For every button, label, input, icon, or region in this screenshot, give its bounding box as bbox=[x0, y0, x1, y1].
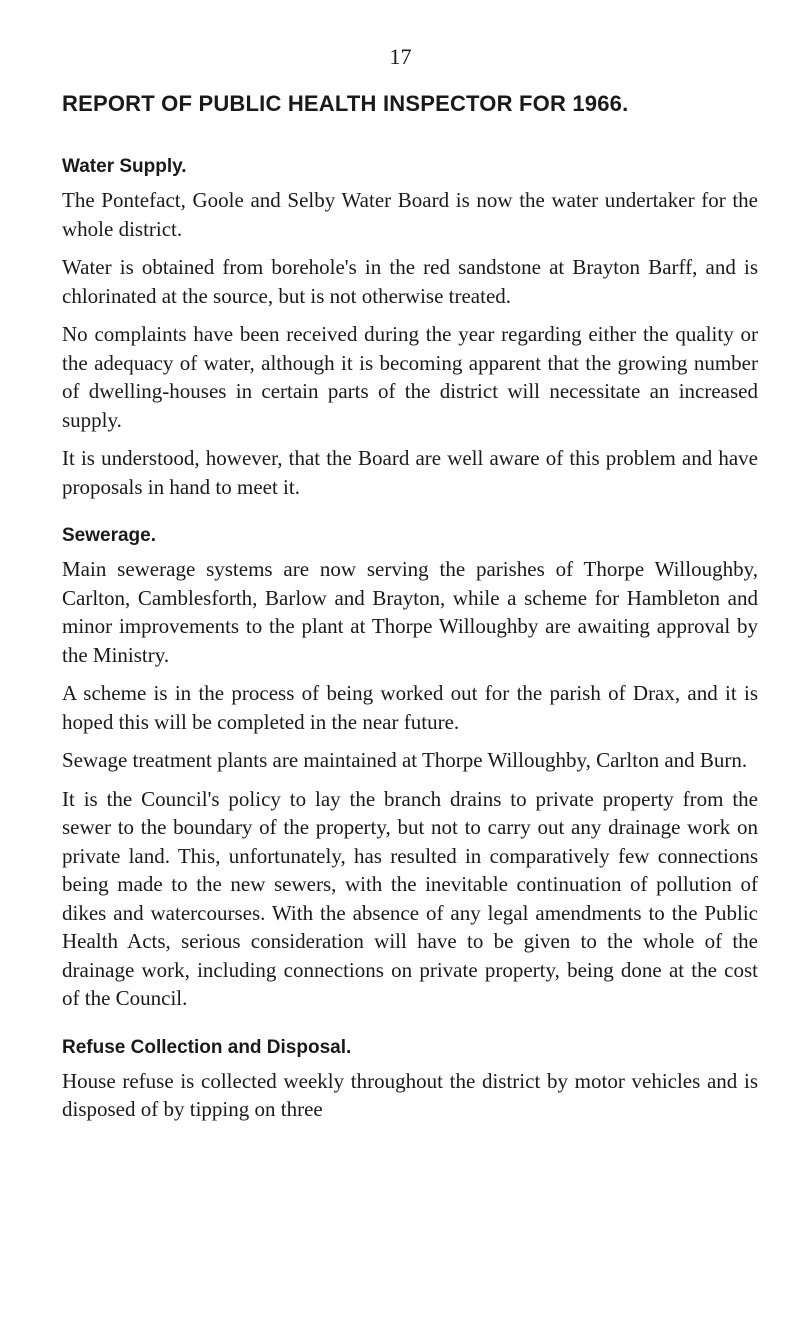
page-number: 17 bbox=[389, 44, 412, 69]
report-title: REPORT OF PUBLIC HEALTH INSPECTOR FOR 1966. bbox=[62, 91, 629, 116]
paragraph: The Pontefact, Goole and Selby Water Board is now the water undertaker for the whole district. bbox=[62, 188, 758, 241]
section-heading-refuse-collection: Refuse Collection and Disposal. bbox=[62, 1036, 352, 1058]
paragraph: It is understood, however, that the Board are well aware of this problem and have proposals in hand to meet it. bbox=[62, 446, 758, 499]
section-sewerage bbox=[62, 523, 758, 1013]
paragraph: A scheme is in the process of being worked out for the parish of Drax, and it is hoped this will be completed in the near future. bbox=[62, 681, 758, 734]
paragraph: House refuse is collected weekly throughout the district by motor vehicles and is disposed of by tipping on three bbox=[62, 1068, 758, 1121]
section-refuse-collection bbox=[62, 1035, 758, 1124]
paragraph: Water is obtained from borehole's in the red sandstone at Brayton Barff, and is chlorinated at the source, but is not otherwise treated. bbox=[62, 255, 758, 308]
section-heading-sewerage: Sewerage. bbox=[62, 525, 156, 546]
report-body bbox=[62, 154, 758, 1124]
section-water-supply bbox=[62, 154, 758, 501]
paragraph: Sewage treatment plants are maintained at Thorpe Willoughby, Carlton and Burn. bbox=[62, 748, 748, 772]
paragraph: No complaints have been received during the year regarding either the quality or the adequacy of water, although it is becoming apparent that the growing number of dwelling-houses in certain parts of the district will necessitate an increased supply. bbox=[62, 322, 758, 432]
section-heading-water-supply: Water Supply. bbox=[62, 156, 187, 177]
paragraph: It is the Council's policy to lay the branch drains to private property from the sewer to the boundary of the property, but not to carry out any drainage work on private land. This, unfortunately, has resulted in comparatively few connections being made to the new sewers, with the inevitable continuation of pollution of dikes and watercourses. With the absence of any legal amendments to the Public Health Acts, serious consideration will have to be given to the whole of the drainage work, including connections on private property, being done at the cost of the Council. bbox=[62, 786, 758, 1010]
paragraph: Main sewerage systems are now serving the parishes of Thorpe Willoughby, Carlton, Camblesforth, Barlow and Brayton, while a scheme for Hambleton and minor improvements to the plant at Thorpe Willoughby are awaiting approval by the Ministry. bbox=[62, 557, 758, 667]
